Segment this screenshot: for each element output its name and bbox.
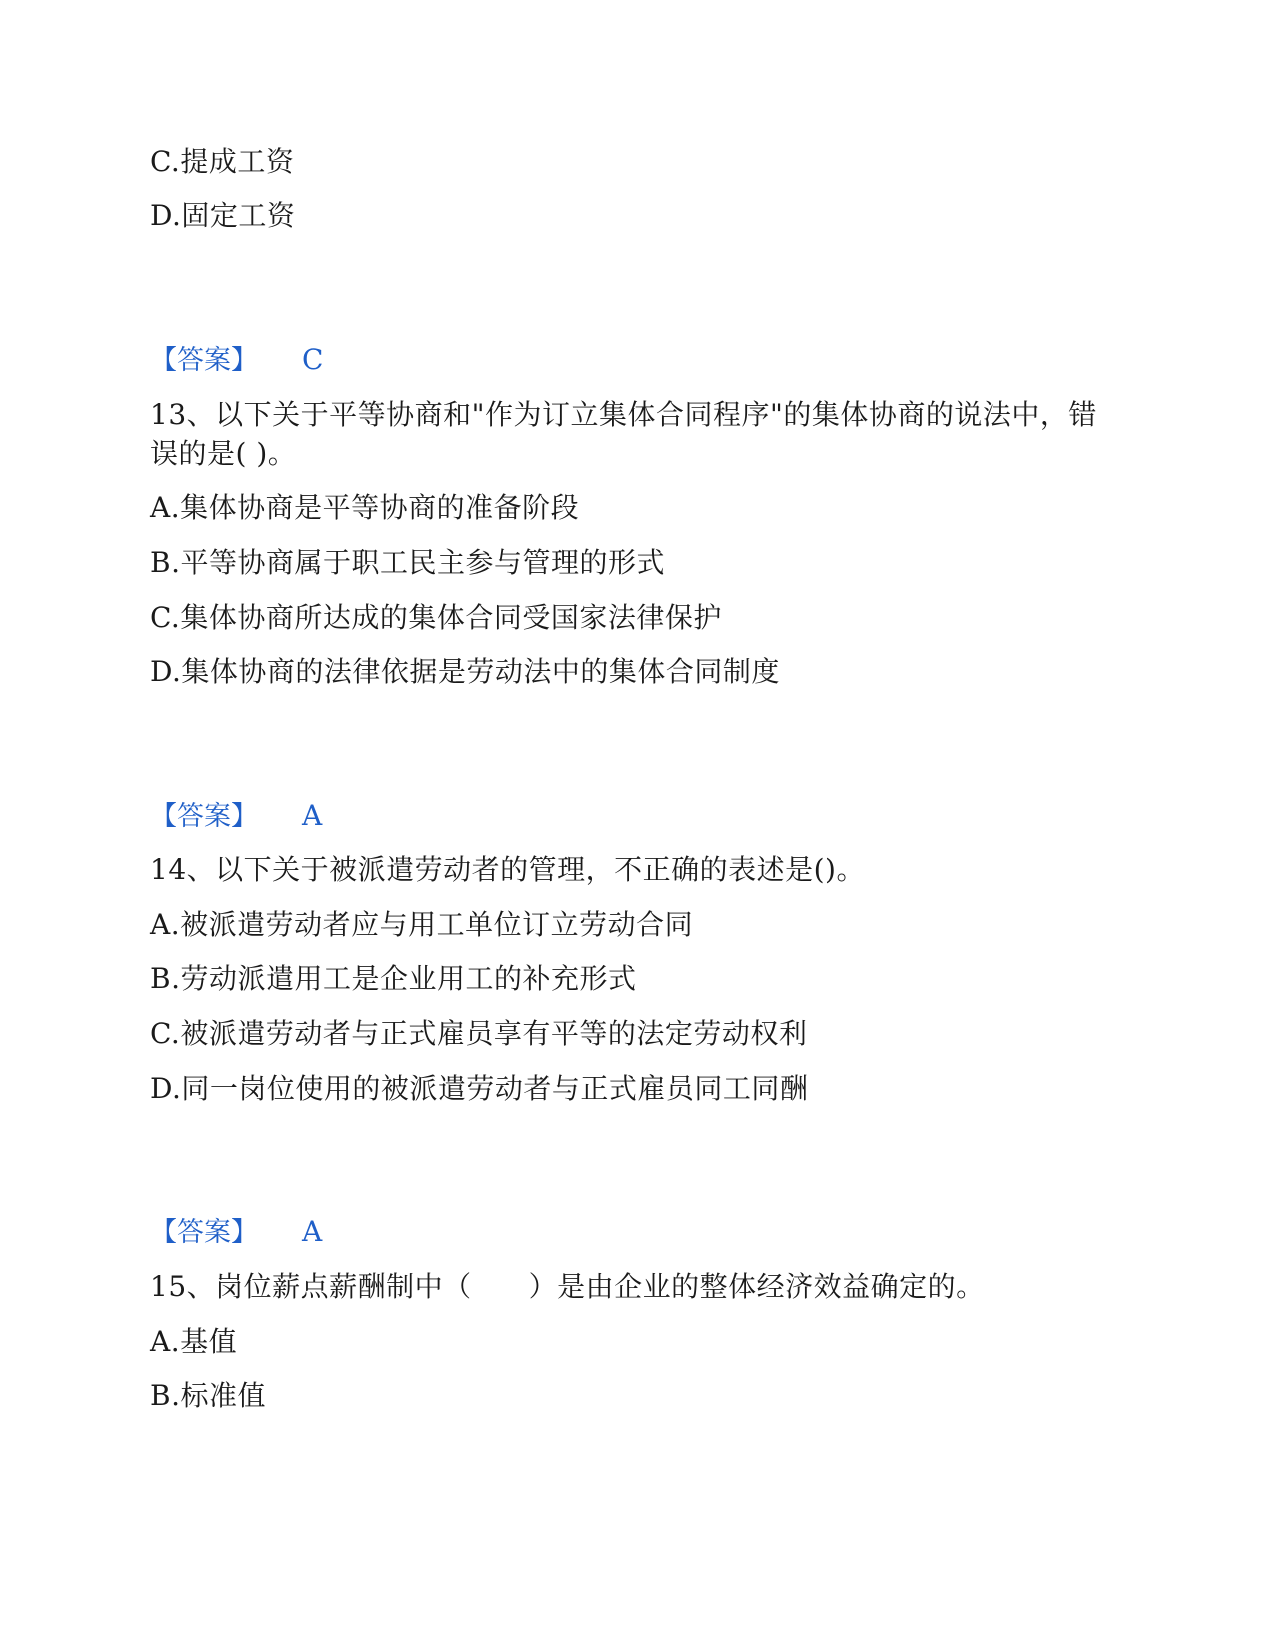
q15-stem: 15、岗位薪点薪酬制中（ ）是由企业的整体经济效益确定的。	[150, 1270, 985, 1303]
q13-option-d: D.集体协商的法律依据是劳动法中的集体合同制度	[150, 655, 780, 688]
q13-option-c: C.集体协商所达成的集体合同受国家法律保护	[150, 601, 722, 634]
answer-label: 【答案】	[150, 801, 258, 832]
q13-option-a: A.集体协商是平等协商的准备阶段	[150, 491, 580, 524]
answer-row-12	[150, 342, 323, 379]
q12-option-c: C.提成工资	[150, 145, 295, 178]
answer-value: A	[302, 1215, 323, 1248]
answer-label: 【答案】	[150, 1217, 258, 1248]
q14-option-a: A.被派遣劳动者应与用工单位订立劳动合同	[150, 908, 694, 941]
answer-value: C	[302, 343, 324, 376]
q15-option-a: A.基值	[150, 1325, 238, 1358]
q13-stem-line1: 13、以下关于平等协商和"作为订立集体合同程序"的集体协商的说法中，错	[150, 398, 1097, 431]
q13-stem-line2: 误的是( )。	[150, 437, 297, 470]
answer-row-14	[150, 1214, 322, 1251]
q13-option-b: B.平等协商属于职工民主参与管理的形式	[150, 546, 665, 579]
q14-option-d: D.同一岗位使用的被派遣劳动者与正式雇员同工同酬	[150, 1072, 809, 1105]
q15-option-b: B.标准值	[150, 1379, 266, 1412]
answer-value: A	[302, 799, 323, 832]
answer-row-13	[150, 798, 322, 835]
q12-option-d: D.固定工资	[150, 199, 296, 232]
q14-stem: 14、以下关于被派遣劳动者的管理，不正确的表述是()。	[150, 853, 865, 886]
q14-option-b: B.劳动派遣用工是企业用工的补充形式	[150, 962, 637, 995]
answer-label: 【答案】	[150, 345, 258, 376]
q14-option-c: C.被派遣劳动者与正式雇员享有平等的法定劳动权利	[150, 1017, 808, 1050]
